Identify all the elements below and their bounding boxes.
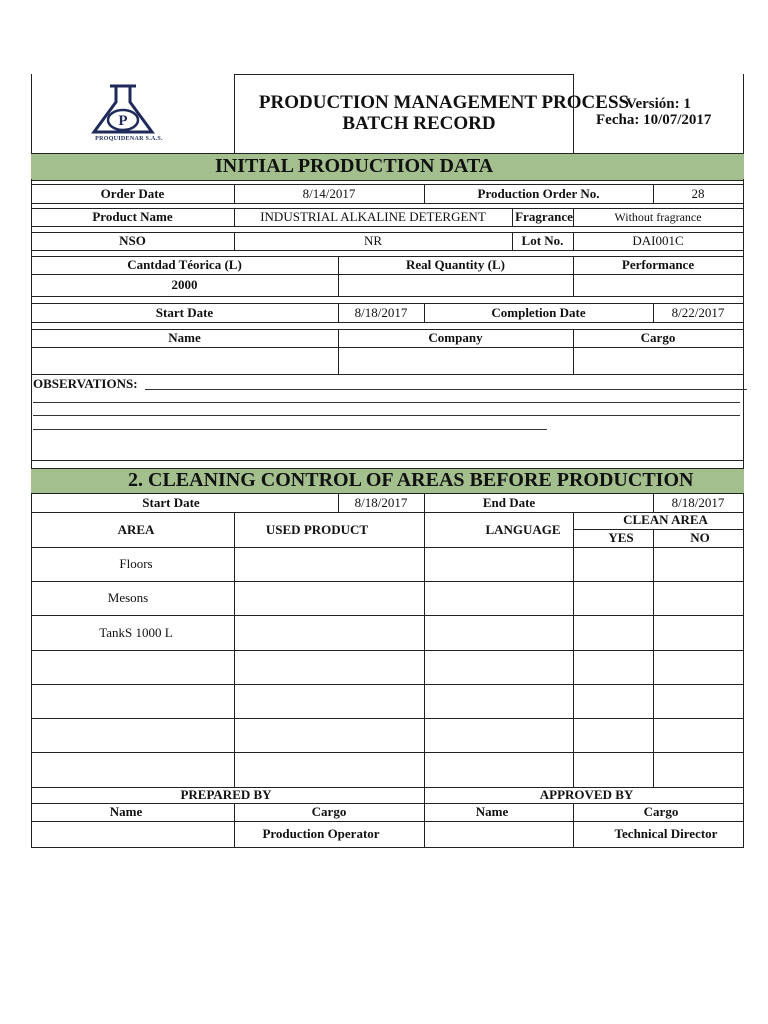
observations-label: OBSERVATIONS:: [33, 376, 138, 391]
cleaning-end-date-value: 8/18/2017: [671, 494, 725, 510]
start-date-label: Start Date: [155, 304, 214, 320]
observation-line: [33, 415, 740, 416]
start-date-value: 8/18/2017: [354, 304, 408, 320]
cleaning-start-date-value: 8/18/2017: [354, 494, 408, 510]
theoretical-quantity-value: 2000: [171, 277, 198, 292]
fragrance-label: Fragrance: [515, 209, 573, 224]
product-name-value: INDUSTRIAL ALKALINE DETERGENT: [260, 209, 486, 224]
area-header: AREA: [117, 521, 155, 537]
order-number-label: Production Order No.: [477, 185, 600, 201]
lot-number-label: Lot No.: [521, 233, 564, 248]
responsible-company-label: Company: [428, 330, 483, 345]
order-date-value: 8/14/2017: [302, 185, 356, 201]
real-quantity-label: Real Quantity (L): [406, 257, 505, 272]
table-row: [31, 684, 234, 718]
approved-cargo-label: Cargo: [643, 804, 679, 819]
document-date: Fecha: 10/07/2017: [596, 112, 712, 128]
clean-area-header: CLEAN AREA: [623, 512, 708, 527]
section-title: 2. CLEANING CONTROL OF AREAS BEFORE PRODUCTION: [128, 469, 694, 491]
nso-value: NR: [363, 233, 383, 248]
observation-line: [33, 402, 740, 403]
language-header: LANGUAGE: [485, 521, 561, 537]
prepared-by-label: PREPARED BY: [180, 787, 272, 802]
cleaning-start-date-label: Start Date: [142, 494, 200, 510]
approved-name-label: Name: [475, 804, 509, 819]
company-name: PROQUIDENAR S.A.S.: [95, 136, 163, 142]
table-row: [31, 650, 234, 684]
theoretical-quantity-label: Cantdad Téorica (L): [127, 257, 242, 272]
prepared-cargo-label: Cargo: [311, 804, 347, 819]
svg-text:P: P: [118, 113, 128, 129]
order-number-value: 28: [691, 185, 705, 201]
lot-number-value: DAI001C: [632, 233, 684, 248]
performance-label: Performance: [621, 257, 695, 272]
observation-line: [33, 429, 547, 430]
table-row: [31, 752, 234, 787]
table-row: [31, 718, 234, 752]
document-title-line1: PRODUCTION MANAGEMENT PROCESS: [258, 92, 630, 113]
observation-line: [145, 389, 747, 390]
responsible-name-label: Name: [168, 330, 201, 345]
cleaning-end-date-label: End Date: [482, 494, 536, 510]
section-title: INITIAL PRODUCTION DATA: [215, 155, 494, 177]
table-row: TankS 1000 L: [99, 624, 173, 640]
completion-date-value: 8/22/2017: [671, 304, 725, 320]
order-date-label: Order Date: [100, 185, 165, 201]
product-name-label: Product Name: [92, 209, 173, 224]
table-row: Floors: [119, 556, 153, 571]
fragrance-value: Without fragrance: [614, 209, 702, 224]
prepared-name-label: Name: [109, 804, 143, 819]
table-row: Mesons: [107, 590, 149, 605]
clean-area-yes-header: YES: [608, 530, 634, 545]
completion-date-label: Completion Date: [491, 304, 586, 320]
responsible-cargo-label: Cargo: [640, 330, 676, 345]
used-product-header: USED PRODUCT: [265, 521, 369, 537]
document-title-line2: BATCH RECORD: [342, 113, 496, 134]
version-label: Versión: 1: [626, 96, 691, 112]
approved-cargo-value: Technical Director: [614, 826, 718, 841]
prepared-cargo-value: Production Operator: [262, 826, 380, 841]
nso-label: NSO: [119, 233, 146, 248]
approved-by-label: APPROVED BY: [539, 787, 634, 802]
clean-area-no-header: NO: [690, 530, 710, 545]
